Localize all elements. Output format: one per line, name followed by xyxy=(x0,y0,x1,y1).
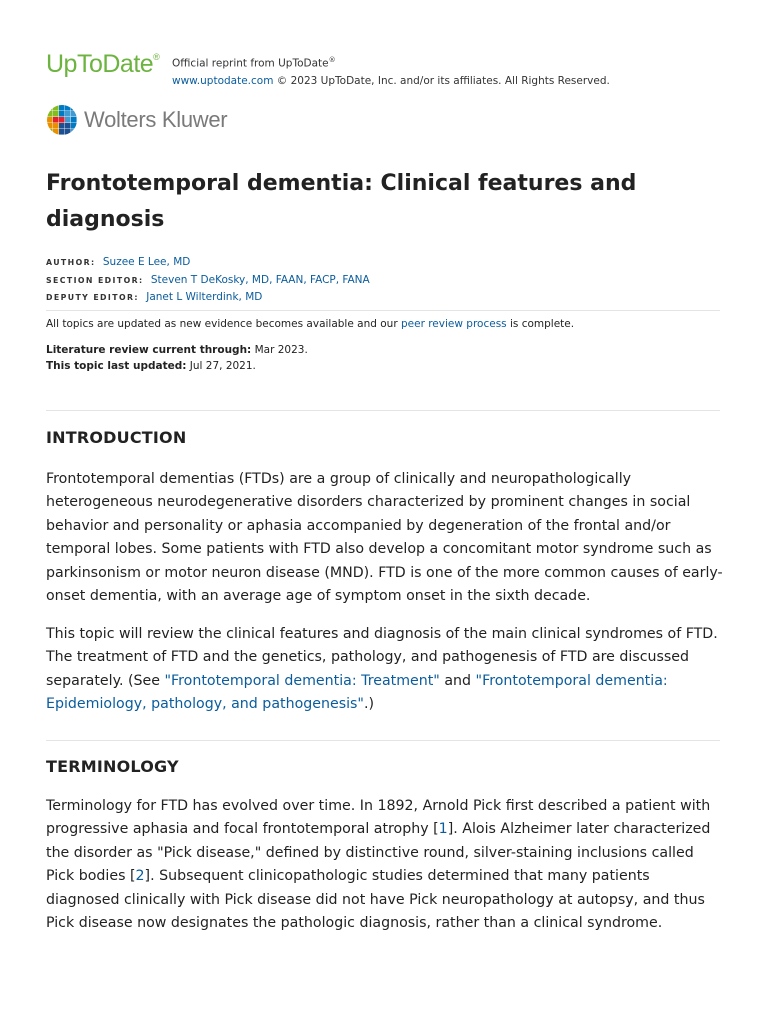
globe-tile xyxy=(59,105,65,111)
terminology-heading: TERMINOLOGY xyxy=(46,757,179,776)
globe-tile xyxy=(53,117,59,123)
wolters-kluwer-logo xyxy=(46,104,227,136)
divider xyxy=(46,410,720,411)
introduction-paragraph-2: This topic will review the clinical features and diagnosis of the main clinical syndromes of FTD. The treatment of FTD and the genetics, pathology, and pathogenesis of FTD are discussed separately. (See "Frontotemporal dementia: Treatment" and "Frontotemporal dementia: Epidemiology, pathology, and pathogenesis".) xyxy=(46,626,718,713)
update-notice: All topics are updated as new evidence becomes available and our peer review process is complete. xyxy=(46,318,575,330)
last-updated-date: This topic last updated: Jul 27, 2021. xyxy=(46,360,256,372)
globe-tile xyxy=(53,105,59,111)
globe-tile xyxy=(59,129,65,135)
globe-tile xyxy=(65,117,71,123)
reference-link-1[interactable]: 1 xyxy=(438,821,448,838)
globe-tile xyxy=(53,129,59,135)
globe-tile xyxy=(71,129,77,135)
topic-dates xyxy=(46,342,308,374)
globe-tile xyxy=(47,123,53,129)
introduction-heading: INTRODUCTION xyxy=(46,428,187,447)
uptodate-logo[interactable]: UpToDate® xyxy=(46,50,160,78)
section-editor-link[interactable]: Steven T DeKosky, MD, FAAN, FACP, FANA xyxy=(150,273,370,286)
globe-tile xyxy=(59,111,65,117)
globe-tile xyxy=(47,117,53,123)
peer-review-link[interactable]: peer review process xyxy=(400,318,507,330)
terminology-paragraph-1: Terminology for FTD has evolved over time. In 1892, Arnold Pick first described a patient with progressive aphasia and focal frontotemporal atrophy [1]. Alois Alzheimer later characterized the disorder as "Pick disease," defined by distinctive round, silver-staining inclusions called Pick bodies [2]. Subsequent clinicopathologic studies determined that many patients diagnosed clinically with Pick disease did not have Pick neuropathology at autopsy, and thus Pick disease now designates the pathologic diagnosis, rather than a clinical syndrome. xyxy=(46,798,711,932)
globe-tile xyxy=(65,129,71,135)
globe-tile xyxy=(71,123,77,129)
introduction-paragraph-1: Frontotemporal dementias (FTDs) are a group of clinically and neuropathologically heterogeneous neurodegenerative disorders characterized by prominent changes in social behavior and personality or aphasia accompanied by degeneration of the frontal and/or temporal lobes. Some patients with FTD also develop a concomitant motor syndrome such as parkinsonism or motor neuron disease (MND). FTD is one of the more common causes of early-onset dementia, with an average age of symptom onset in the sixth decade. xyxy=(46,471,723,605)
author-block xyxy=(46,254,726,307)
copyright-text: © 2023 UpToDate, Inc. and/or its affiliates. All Rights Reserved. xyxy=(273,74,610,87)
globe-tile xyxy=(59,123,65,129)
ftd-epidemiology-link[interactable]: "Frontotemporal dementia: Epidemiology, pathology, and pathogenesis" xyxy=(46,672,668,713)
globe-tile xyxy=(53,111,59,117)
globe-tile xyxy=(71,105,77,111)
globe-tile xyxy=(47,129,53,135)
author-link[interactable]: Suzee E Lee, MD xyxy=(102,256,191,268)
wolters-kluwer-globe-icon xyxy=(46,104,78,136)
wolters-kluwer-wordmark: Wolters Kluwer xyxy=(84,107,228,132)
globe-tile xyxy=(71,111,77,117)
ftd-treatment-link[interactable]: "Frontotemporal dementia: Treatment" xyxy=(164,672,440,689)
reprint-notice: Official reprint from UpToDate® www.uptodate.com © 2023 UpToDate, Inc. and/or its affiliates. All Rights Reserved. xyxy=(172,56,610,87)
reprint-header xyxy=(46,50,726,87)
section-editor-label: SECTION EDITOR: xyxy=(46,275,144,285)
deputy-editor-row xyxy=(46,289,726,307)
section-editor-row xyxy=(46,272,726,290)
divider xyxy=(46,310,720,311)
globe-tile xyxy=(53,123,59,129)
globe-tile xyxy=(71,117,77,123)
deputy-editor-link[interactable]: Janet L Wilterdink, MD xyxy=(146,291,263,303)
reprint-line: Official reprint from UpToDate xyxy=(172,57,329,70)
globe-tile xyxy=(65,111,71,117)
literature-review-date: Literature review current through: Mar 2023. xyxy=(46,344,308,356)
globe-tile xyxy=(47,105,53,111)
author-label: AUTHOR: xyxy=(46,258,96,267)
globe-tile xyxy=(65,123,71,129)
article-title: Frontotemporal dementia: Clinical features and diagnosis xyxy=(46,171,637,232)
divider xyxy=(46,740,720,741)
reference-link-2[interactable]: 2 xyxy=(135,868,145,885)
deputy-editor-label: DEPUTY EDITOR: xyxy=(46,293,139,302)
globe-tile xyxy=(65,105,71,111)
globe-tile xyxy=(47,111,53,117)
globe-tile xyxy=(59,117,65,123)
author-row xyxy=(46,254,726,272)
uptodate-site-link[interactable]: www.uptodate.com xyxy=(172,74,274,87)
